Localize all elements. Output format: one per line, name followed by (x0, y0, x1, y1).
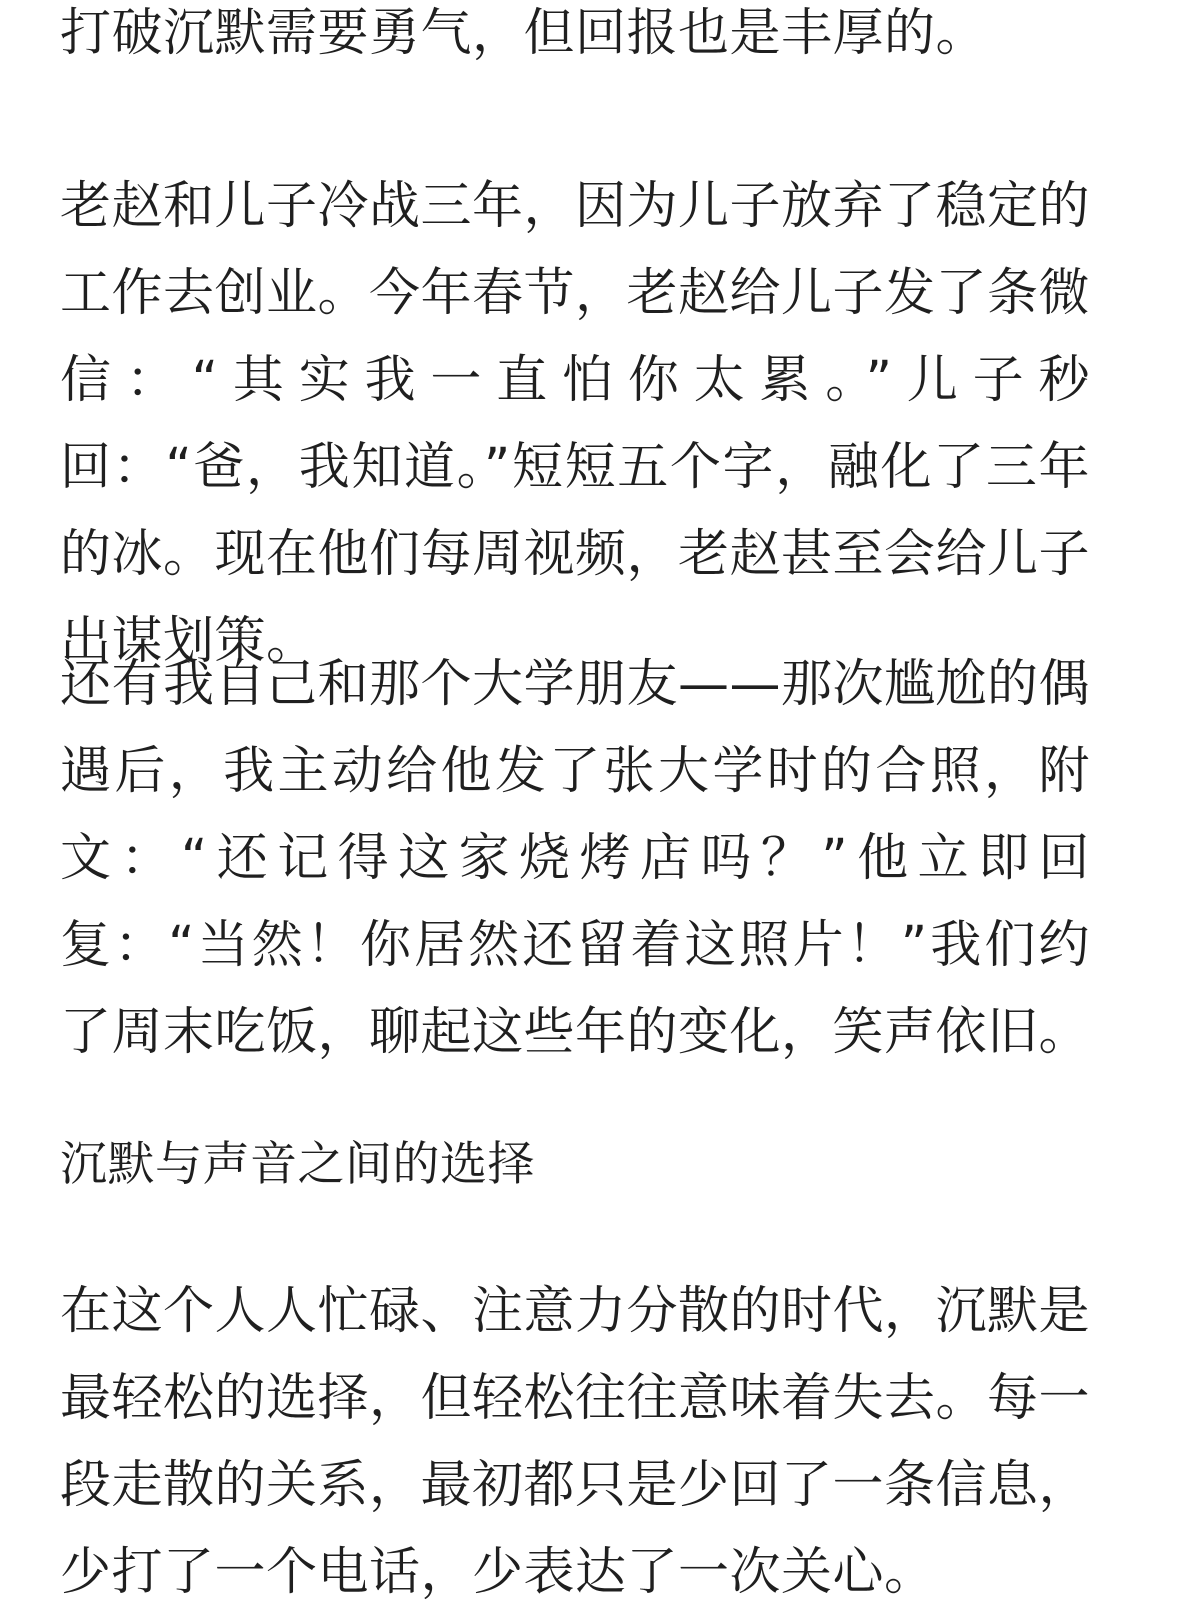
paragraph-silence-choice: 在这个人人忙碌、注意力分散的时代，沉默是最轻松的选择，但轻松往往意味着失去。每一段走散的关系，最初都只是少回了一条信息，少打了一个电话，少表达了一次关心。 (60, 1282, 1091, 1602)
paragraph-college-friend-story: 还有我自己和那个大学朋友——那次尴尬的偶遇后，我主动给他发了张大学时的合照，附文：“还记得这家烧烤店吗？”他立即回复：“当然！你居然还留着这照片！”我们约了周末吃饭，聊起这些年的变化，笑声依旧。 (60, 655, 1091, 1062)
section-heading: 沉默与声音之间的选择 (60, 1137, 535, 1192)
paragraph-intro: 打破沉默需要勇气，但回报也是丰厚的。 (60, 4, 988, 63)
paragraph-laozhao-story: 老赵和儿子冷战三年，因为儿子放弃了稳定的工作去创业。今年春节，老赵给儿子发了条微信：“其实我一直怕你太累。”儿子秒回：“爸，我知道。”短短五个字，融化了三年的冰。现在他们每周视频，老赵甚至会给儿子出谋划策。 (60, 177, 1091, 671)
